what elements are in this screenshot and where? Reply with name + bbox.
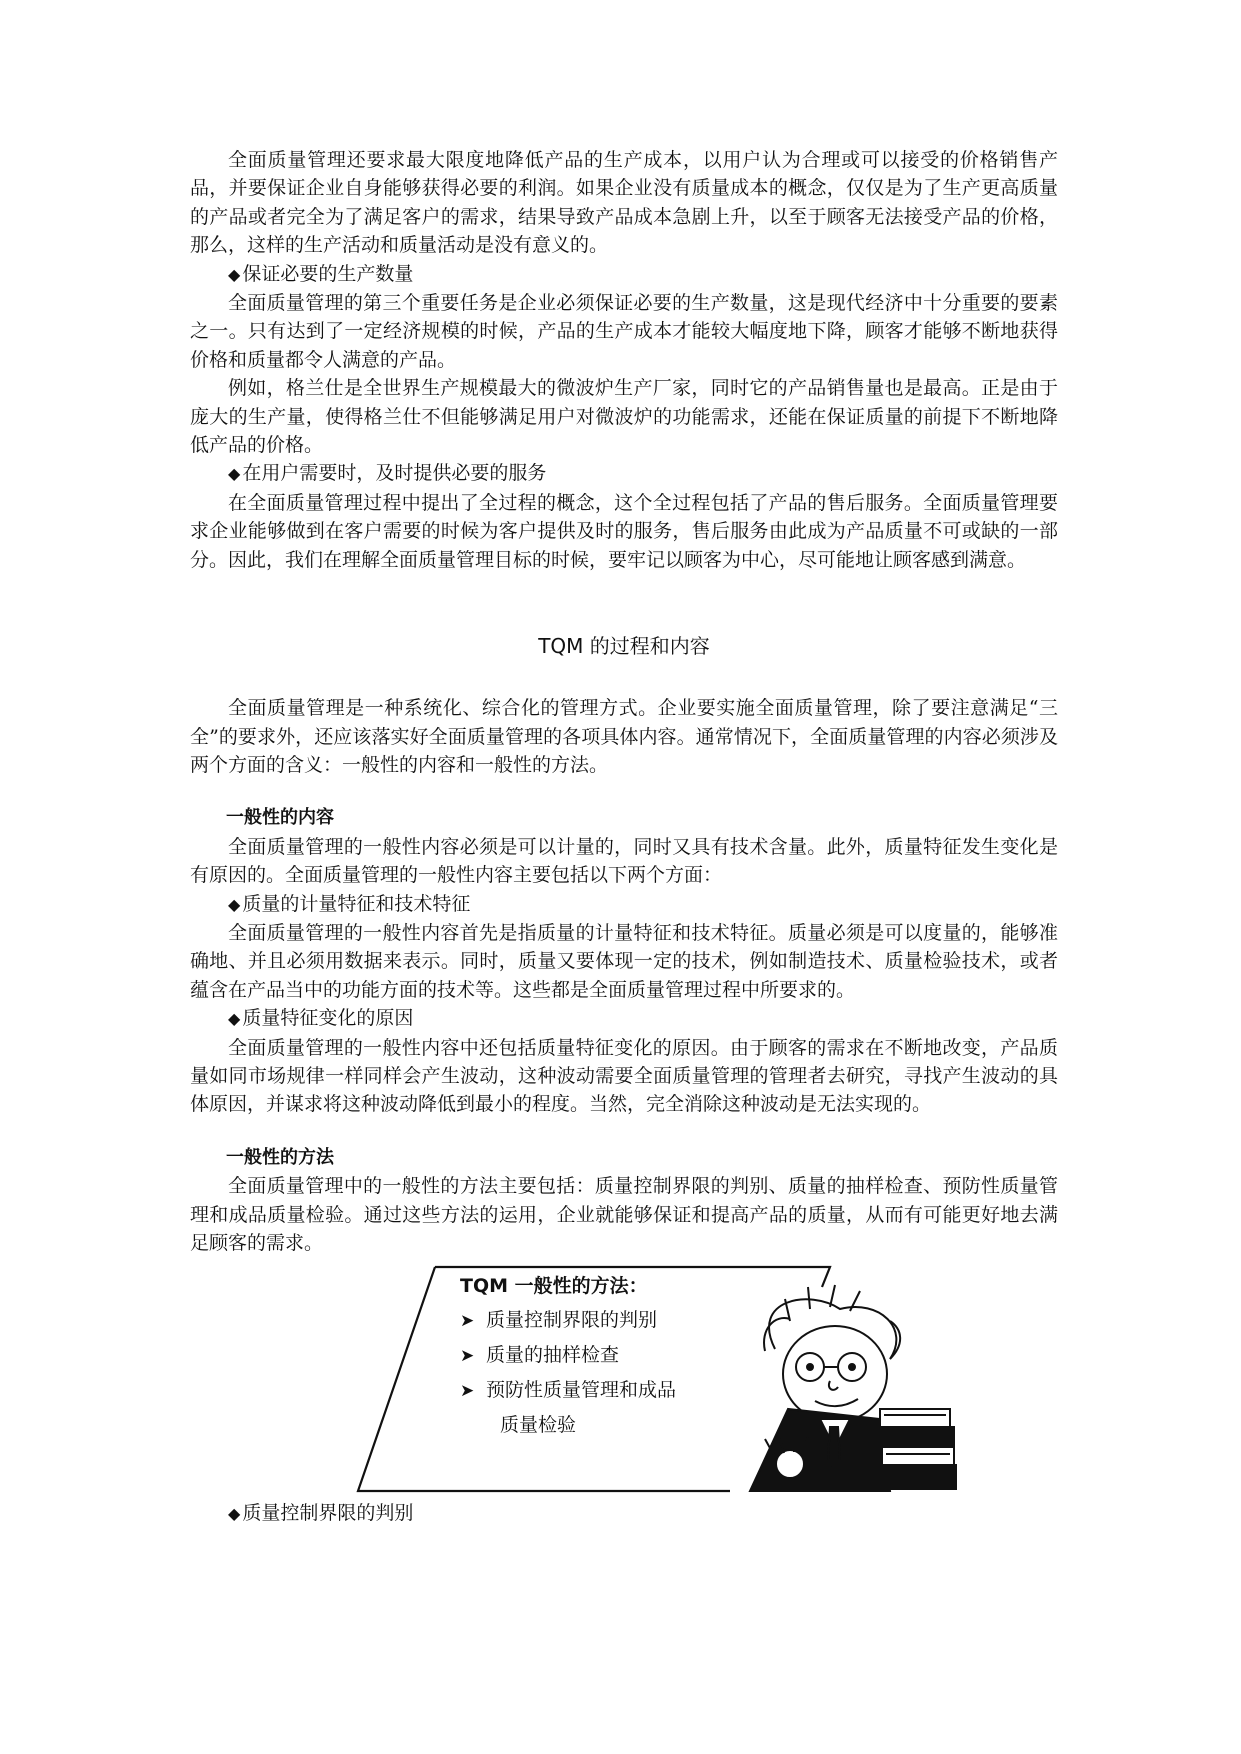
paragraph: 全面质量管理的一般性内容中还包括质量特征变化的原因。由于顾客的需求在不断地改变，产品质量如同市场规律一样同样会产生波动，这种波动需要全面质量管理的管理者去研究，寻找产生波动的具体原因，并谋求将这种波动降低到最小的程度。当然，完全消除这种波动是无法实现的。	[190, 1036, 1058, 1116]
section-title: TQM 的过程和内容	[538, 634, 710, 659]
paragraph: 在全面质量管理过程中提出了全过程的概念，这个全过程包括了产品的售后服务。全面质量管理要求企业能够做到在客户需要的时候为客户提供及时的服务，售后服务由此成为产品质量不可或缺的一部分。因此，我们在理解全面质量管理目标的时候，要牢记以顾客为中心，尽可能地让顾客感到满意。	[190, 491, 1058, 571]
bullet-item: ◆ 在用户需要时，及时提供必要的服务	[228, 462, 547, 485]
paragraph: 全面质量管理的一般性内容首先是指质量的计量特征和技术特征。质量必须是可以度量的，能够准确地、并且必须用数据来表示。同时，质量又要体现一定的技术，例如制造技术、质量检验技术，或者蕴含在产品当中的功能方面的技术等。这些都是全面质量管理过程中所要求的。	[190, 921, 1058, 1001]
book-stack-icon	[876, 1409, 956, 1489]
figure-text	[460, 1269, 676, 1442]
diamond-icon: ◆	[228, 464, 241, 484]
arrow-right-icon: ➤	[460, 1346, 475, 1367]
bullet-item: ◆ 质量控制界限的判别	[228, 1502, 414, 1525]
figure-item-continuation: 质量检验	[500, 1414, 577, 1437]
bullet-item: ◆ 质量特征变化的原因	[228, 1007, 414, 1030]
paragraph: 例如，格兰仕是全世界生产规模最大的微波炉生产厂家，同时它的产品销售量也是最高。正是由于庞大的生产量，使得格兰仕不但能够满足用户对微波炉的功能需求，还能在保证质量的前提下不断地降低产品的价格。	[190, 377, 1058, 457]
arrow-right-icon: ➤	[460, 1311, 475, 1332]
paragraph: 全面质量管理中的一般性的方法主要包括：质量控制界限的判别、质量的抽样检查、预防性质量管理和成品质量检验。通过这些方法的运用，企业就能够保证和提高产品的质量，从而有可能更好地去满足顾客的需求。	[190, 1175, 1058, 1254]
diamond-icon: ◆	[228, 1504, 241, 1524]
diamond-icon: ◆	[228, 894, 241, 914]
subheading: 一般性的方法	[226, 1146, 334, 1168]
subheading: 一般性的内容	[226, 807, 334, 829]
paragraph: 全面质量管理的第三个重要任务是企业必须保证必要的生产数量，这是现代经济中十分重要的要素之一。只有达到了一定经济规模的时候，产品的生产成本才能较大幅度地下降，顾客才能够不断地获得价格和质量都令人满意的产品。	[190, 292, 1058, 371]
figure-item: ➤ 预防性质量管理和成品	[460, 1373, 676, 1408]
figure-item: ➤ 质量控制界限的判别	[460, 1303, 676, 1338]
bullet-item: ◆ 保证必要的生产数量	[228, 262, 414, 285]
arrow-right-icon: ➤	[460, 1381, 475, 1402]
paragraph: 全面质量管理是一种系统化、综合化的管理方式。企业要实施全面质量管理，除了要注意满足“三全”的要求外，还应该落实好全面质量管理的各项具体内容。通常情况下，全面质量管理的内容必须涉及两个方面的含义：一般性的内容和一般性的方法。	[190, 697, 1058, 776]
diamond-icon: ◆	[228, 1009, 241, 1029]
professor-cartoon-icon	[750, 1285, 900, 1491]
bullet-item: ◆ 质量的计量特征和技术特征	[228, 892, 471, 915]
tqm-methods-figure	[190, 1259, 1058, 1499]
figure-item: ➤ 质量的抽样检查	[460, 1338, 676, 1373]
document-page	[190, 146, 1058, 1529]
figure-heading: TQM 一般性的方法：	[460, 1275, 648, 1298]
paragraph: 全面质量管理还要求最大限度地降低产品的生产成本，以用户认为合理或可以接受的价格销售产品，并要保证企业自身能够获得必要的利润。如果企业没有质量成本的概念，仅仅是为了生产更高质量的产品或者完全为了满足客户的需求，结果导致产品成本急剧上升，以至于顾客无法接受产品的价格，那么，这样的生产活动和质量活动是没有意义的。	[190, 149, 1058, 257]
paragraph: 全面质量管理的一般性内容必须是可以计量的，同时又具有技术含量。此外，质量特征发生变化是有原因的。全面质量管理的一般性内容主要包括以下两个方面：	[190, 835, 1058, 887]
diamond-icon: ◆	[228, 264, 241, 284]
